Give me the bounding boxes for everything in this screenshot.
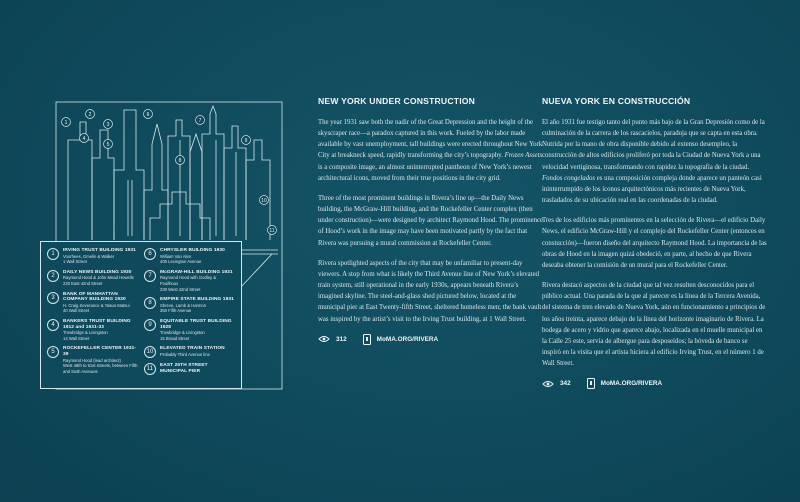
legend-year: 1912 and 1931-33 (63, 324, 105, 330)
legend-title: EMPIRE STATE BUILDING (160, 297, 222, 303)
legend-item (47, 319, 138, 341)
legend-line: Voorhees, Gmelin & Walker (63, 253, 115, 259)
diagram-marker-number: 7 (198, 117, 202, 124)
legend-item (47, 270, 138, 287)
audio-stop-number: 312 (336, 335, 347, 343)
legend-number: 4 (47, 319, 59, 331)
legend-title: DAILY NEWS BUILDING (63, 269, 120, 275)
audio-stop-number: 342 (560, 380, 571, 388)
legend-year: 1930 (213, 248, 225, 253)
english-heading: NEW YORK UNDER CONSTRUCTION (318, 96, 476, 106)
diagram-marker-number: 4 (82, 135, 86, 142)
legend-number: 10 (144, 346, 156, 358)
legend-line: 330 West 42nd Street (160, 286, 201, 292)
legend-line: 15 Broad Street (160, 335, 190, 341)
diagram-marker-number: 1 (64, 119, 68, 126)
legend-text (63, 270, 134, 287)
legend-title: ROCKEFELLER CENTER (63, 346, 122, 352)
legend-text (160, 319, 235, 341)
legend-column-left (47, 248, 138, 384)
legend-number: 6 (144, 248, 156, 260)
legend-line: West 48th to 51st Streets, between Fifth and Sixth Avenues (63, 363, 138, 374)
legend-title: BANKERS TRUST BUILDING (63, 318, 131, 324)
english-column (318, 96, 544, 345)
artwork-title: Frozen Assets (504, 152, 543, 160)
legend-line: Probably Third Avenue line (160, 351, 210, 357)
legend-item (47, 248, 138, 265)
legend-year: 1931 (221, 269, 233, 275)
legend-title: IRVING TRUST BUILDING (63, 248, 124, 253)
legend-line: William Van Alen (160, 253, 192, 259)
legend-number: 3 (47, 292, 59, 304)
diagram-marker-number: 2 (88, 111, 92, 118)
legend-item (47, 292, 138, 314)
legend-number: 7 (144, 270, 156, 282)
legend-item (144, 297, 235, 314)
legend-title: BANK OF MANHATTAN COMPANY BUILDING (63, 291, 118, 303)
legend-line: Shreve, Lamb & Harmon (160, 302, 207, 308)
legend-year: 1928 (160, 324, 172, 330)
diagram-marker-number: 8 (178, 157, 182, 164)
legend-text (63, 292, 138, 314)
legend-item (144, 346, 235, 358)
legend-column-right (144, 248, 235, 384)
legend-text (63, 248, 136, 265)
phone-icon (363, 334, 371, 345)
moma-url-link[interactable]: MoMA.ORG/RIVERA (376, 335, 439, 343)
spanish-column (542, 96, 768, 389)
legend-number: 1 (47, 248, 59, 260)
diagram-marker-number: 5 (106, 141, 110, 148)
spanish-audio-footer (542, 378, 768, 389)
legend-number: 9 (144, 319, 156, 331)
legend-year: 1930 (120, 269, 132, 275)
legend-item (144, 363, 235, 375)
audio-guide-icon (542, 380, 554, 388)
legend-item (47, 346, 138, 374)
english-paragraph-2: Three of the most prominent buildings in Rivera’s line up—the Daily News building, the McGraw-Hill building, and the Rockefeller Center complex (then under construction)—were designed by architect Raymond Hood. The prominence of Hood’s work in the image may have been motivated partly by the fact that Rivera was pursuing a mural commission at Rockefeller Center. (318, 194, 544, 247)
legend-item (144, 270, 235, 292)
legend-text (63, 319, 138, 341)
legend-title: CHRYSLER BUILDING (160, 248, 213, 253)
legend-line: Raymond Hood with Godley & Fouilhoux (160, 275, 217, 286)
legend-text (160, 270, 235, 292)
diagram-marker-number: 3 (106, 121, 110, 128)
legend-text (63, 346, 138, 374)
spanish-paragraph-2: Tres de los edificios más prominentes en la selección de Rivera—el edificio Daily News, el edificio McGraw-Hill y el complejo del Rockefeller Center (entonces en constucción)—fueron diseño del arquitecto Raymond Hood. La importancia de las obras de Hood en la imagen quizá obedeció, en parte, al hecho de que Rivera deseaba obtener la comisión de un mural para el Rockefeller Center. (542, 217, 767, 269)
legend-item (144, 248, 235, 265)
legend-number: 8 (144, 297, 156, 309)
legend-line: Raymond Hood (lead architect) (63, 357, 121, 363)
legend-title: EQUITABLE TRUST BUILDING (160, 318, 232, 324)
building-legend (40, 241, 242, 389)
legend-text (160, 346, 225, 357)
legend-text (160, 297, 234, 314)
legend-line: Raymond Hood & John Mead Howells (63, 275, 134, 281)
legend-item (144, 319, 235, 341)
legend-year: 1931-39 (63, 346, 137, 357)
english-audio-footer (318, 334, 544, 345)
legend-line: 405 Lexington Avenue (160, 259, 202, 265)
phone-icon (587, 378, 595, 389)
legend-line: 350 Fifth Avenue (160, 308, 192, 314)
spanish-paragraph-3: Rivera destacó aspectos de la ciudad que tal vez resulten desconocidos para el público actual. Una parada de la que al parecer es la línea de la Tercera Avenida, del sistema de tren elevado de Nueva York, aún en funcionamiento a principios de los años treinta, aparece debajo de la línea del horizonte imaginario de Rivera. La bodega de acero y vidrio que aparece abajo, localizada en el muelle municipal en la Calle 25 este, servía de albergue para desposeídos; la bóveda de banco se inspiró en la visita que el artista hiciera al edificio Irving Trust, en el número 1 de Wall Street. (542, 282, 766, 368)
legend-line: H. Craig Severance & Yasuo Matsui (63, 302, 130, 308)
diagram-marker-number: 9 (244, 137, 248, 144)
spanish-heading: NUEVA YORK EN CONSTRUCCIÓN (542, 96, 691, 106)
diagram-marker-number: 6 (146, 111, 150, 118)
legend-number: 2 (47, 270, 59, 282)
legend-year: 1931 (124, 248, 136, 253)
legend-line: 14 Wall Street (63, 335, 90, 341)
legend-line: Trowbridge & Livingston (63, 330, 108, 336)
diagram-marker-number: 10 (261, 197, 267, 204)
moma-url-link[interactable]: MoMA.ORG/RIVERA (600, 380, 663, 388)
audio-guide-icon (318, 335, 330, 343)
legend-line: 40 Wall Street (63, 308, 90, 314)
artwork-title: Fondos congelados (542, 174, 596, 182)
legend-title: McGRAW-HILL BUILDING (160, 269, 221, 275)
legend-line: 1 Wall Street (63, 259, 87, 265)
diagram-marker-number: 11 (269, 227, 275, 234)
english-paragraph-3: Rivera spotlighted aspects of the city that may be unfamiliar to present-day viewers. A stop from what is likely the Third Avenue line of New York’s elevated train system, still operational in the early 1930s, appears beneath Rivera’s imagined skyline. The steel-and-glass shed pictured below, located at the municipal pier at East Twenty-fifth Street, sheltered homeless men; the bank vault was inspired by the artist’s visit to the Irving Trust building, at 1 Wall Street. (318, 259, 542, 323)
legend-line: Trowbridge & Livingston (160, 330, 205, 336)
legend-number: 5 (47, 346, 59, 358)
spanish-paragraph-1: El año 1931 fue testigo tanto del punto más bajo de la Gran Depresión como de la culminación de la carrera de los rascacielos, paradoja que se capta en esta obra. Nutrida por la mano de obra disponible debido al extenso desempleo, la construcción de altos edificios proliferó por toda la Ciudad de Nueva York a una velocidad vertiginosa, transformando con rapidez la topografía de la ciudad. Fondos congelados es una composición compleja donde aparece un panteón casi ininterrumpido de los íconos arquitectónicos más recientes de Nueva York, trasladados de su ubicación real en las coordenadas de la ciudad. (542, 119, 765, 205)
legend-title: EAST 25TH STREET MUNICIPAL PIER (160, 363, 208, 374)
legend-year: 1931 (222, 297, 234, 303)
legend-line: 220 East 42nd Street (63, 280, 103, 286)
legend-text (160, 363, 235, 374)
legend-number: 11 (144, 363, 156, 375)
legend-text (160, 248, 225, 265)
english-paragraph-1: The year 1931 saw both the nadir of the Great Depression and the height of the skyscraper race—a paradox captured in this work. Fueled by the labor made available by vast unemployment, tall buildings were erected throughout New York City at breakneck speed, rapidly transforming the city’s topography. Frozen Assets is a composite image, an almost uninterrupted pantheon of New York’s newest architectural icons, moved from their true positions in the city grid. (318, 119, 543, 182)
legend-title: ELEVATED TRAIN STATION (160, 346, 225, 352)
legend-year: 1930 (114, 297, 126, 303)
